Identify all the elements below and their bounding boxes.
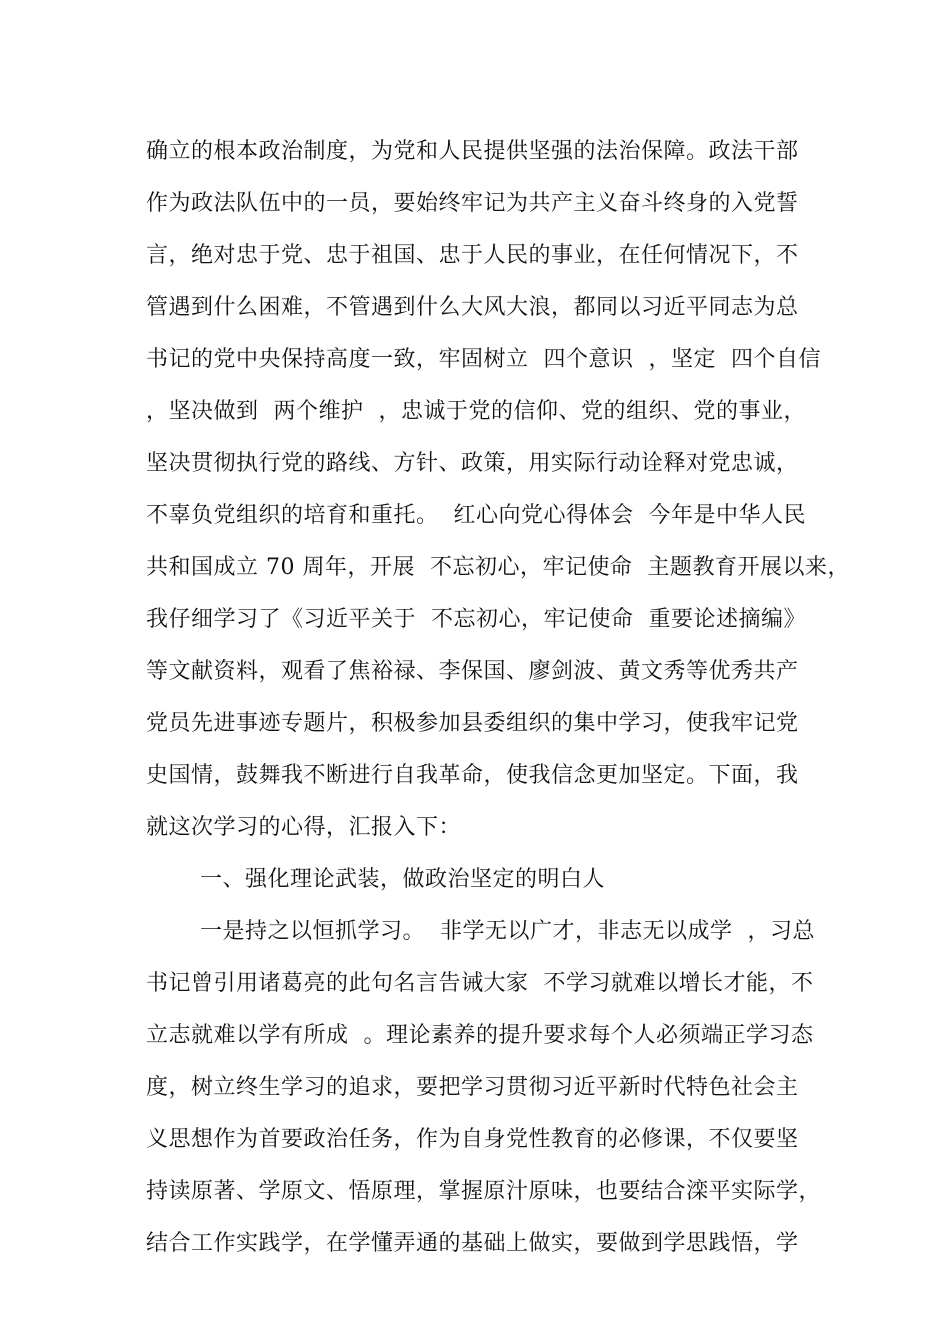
section-heading: 一、强化理论武装，做政治坚定的明白人	[200, 867, 606, 892]
text-line: 书记曾引用诸葛亮的此句名言告诫大家 不学习就难以增长才能，不	[146, 971, 814, 996]
text-line: 持读原著、学原文、悟原理，掌握原汁原味，也要结合滦平实际学，	[146, 1179, 822, 1204]
text-line: 我仔细学习了《习近平关于 不忘初心，牢记使命 重要论述摘编》	[146, 607, 806, 632]
text-line: 结合工作实践学，在学懂弄通的基础上做实，要做到学思践悟，学	[146, 1231, 799, 1256]
text-line: 管遇到什么困难，不管遇到什么大风大浪，都同以习近平同志为总	[146, 295, 799, 320]
text-line: 一是持之以恒抓学习。 非学无以广才，非志无以成学 ，习总	[200, 919, 815, 944]
text-line: 就这次学习的心得，汇报入下：	[146, 815, 462, 840]
text-line: 确立的根本政治制度，为党和人民提供坚强的法治保障。政法干部	[146, 139, 799, 164]
text-line: 党员先进事迹专题片，积极参加县委组织的集中学习，使我牢记党	[146, 711, 799, 736]
text-line: 等文献资料，观看了焦裕禄、李保国、廖剑波、黄文秀等优秀共产	[146, 659, 799, 684]
text-line: 义思想作为首要政治任务，作为自身党性教育的必修课，不仅要坚	[146, 1127, 799, 1152]
text-line: 作为政法队伍中的一员，要始终牢记为共产主义奋斗终身的入党誓	[146, 191, 799, 216]
text-line: 立志就难以学有所成 。理论素养的提升要求每个人必须端正学习态	[146, 1023, 814, 1048]
text-line: 共和国成立 70 周年，开展 不忘初心，牢记使命 主题教育开展以来，	[146, 555, 850, 580]
text-line: 度，树立终生学习的追求，要把学习贯彻习近平新时代特色社会主	[146, 1075, 799, 1100]
text-line: 坚决贯彻执行党的路线、方针、政策，用实际行动诠释对党忠诚，	[146, 451, 799, 476]
text-line: 不辜负党组织的培育和重托。 红心向党心得体会 今年是中华人民	[146, 503, 806, 528]
text-line: 言，绝对忠于党、忠于祖国、忠于人民的事业，在任何情况下，不	[146, 243, 799, 268]
text-line: 书记的党中央保持高度一致，牢固树立 四个意识 ，坚定 四个自信	[146, 347, 821, 372]
text-line: 史国情，鼓舞我不断进行自我革命，使我信念更加坚定。下面，我	[146, 763, 799, 788]
text-line: ，坚决做到 两个维护 ，忠诚于党的信仰、党的组织、党的事业，	[146, 399, 806, 424]
